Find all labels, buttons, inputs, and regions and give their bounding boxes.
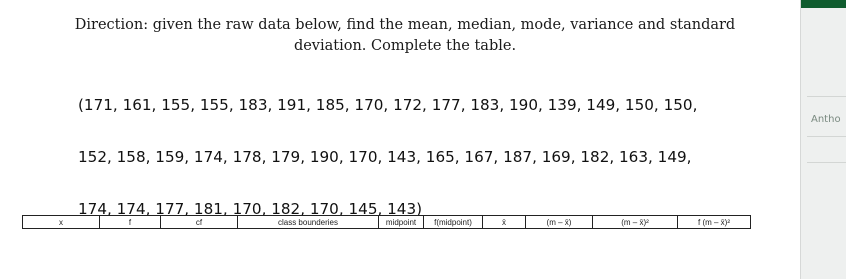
header-midpoint: midpoint [379,216,424,229]
side-panel-divider [807,136,846,137]
side-panel-label: Antho [811,114,841,125]
table-header-row [23,216,751,229]
direction-text [60,15,750,57]
header-f: f [100,216,161,229]
raw-data-line-1: (171, 161, 155, 155, 183, 191, 185, 170, 172, 177, 183, 190, 139, 149, 150, 150, [78,96,698,114]
side-panel-top-bar [801,0,846,8]
header-f-midpoint: f(midpoint) [424,216,483,229]
header-x: x [23,216,100,229]
header-cf: cf [161,216,238,229]
header-class-boundaries: class bounderies [238,216,379,229]
raw-data-line-2: 152, 158, 159, 174, 178, 179, 190, 170, 143, 165, 167, 187, 169, 182, 163, 149, [78,148,692,166]
header-mean: x̄ [483,216,526,229]
side-panel [800,0,846,279]
raw-data-line-3: 174, 174, 177, 181, 170, 182, 170, 145, 143) [78,200,423,218]
header-squared-deviation: (m – x̄)² [593,216,678,229]
side-panel-divider [807,96,846,97]
side-panel-divider [807,162,846,163]
header-deviation: (m – x̄) [526,216,593,229]
frequency-table [22,215,751,229]
header-f-squared-deviation: f (m – x̄)² [678,216,751,229]
direction-line-1: Direction: given the raw data below, find the mean, median, mode, variance and standard [74,17,736,33]
direction-line-2: deviation. Complete the table. [293,38,517,54]
